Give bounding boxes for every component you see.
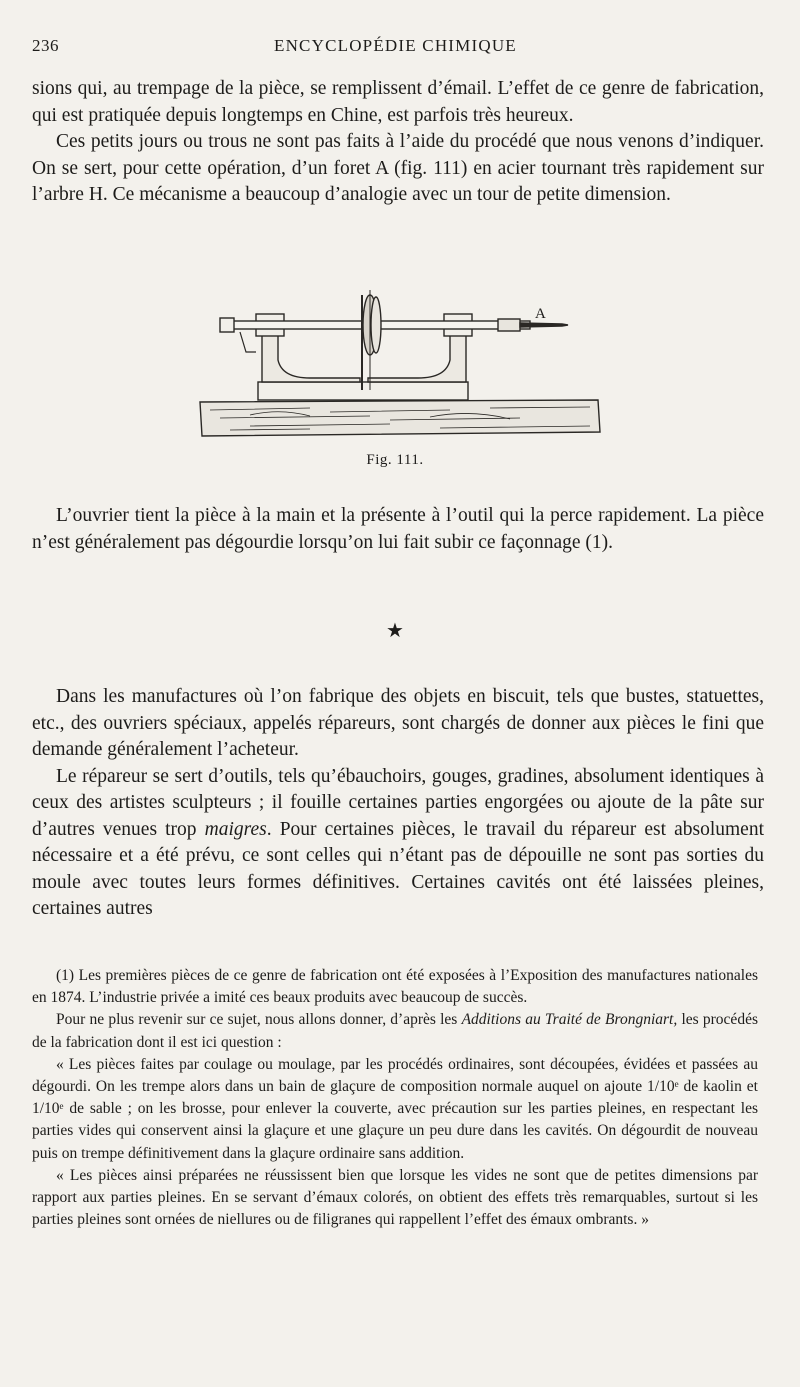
paragraph: L’ouvrier tient la pièce à la main et la présente à l’outil qui la perce rapidement. La pièce n’est généralement pas dégourdie lorsqu’on lui fait subir ce façonnage (1).: [32, 505, 764, 553]
lathe-illustration: [190, 290, 610, 440]
text-run: les procédés de la fabrication dont il est ici question :: [32, 1011, 758, 1051]
label-a: A: [535, 306, 546, 322]
text-run: Le répareur se sert d’outils, tels qu’ébauchoirs, gouges, gradines, absolument identiques à ceux des artistes sculpteurs ; il fouille certaines parties engorgées ou ajoute de la pâte sur d’autres venues trop: [32, 765, 764, 840]
footnote-1: (1) Les premières pièces de ce genre de fabrication ont été exposées à l’Exposition des manufactures nationales en 1874. L’industrie privée a imité ces beaux produits avec beaucoup de succès.: [32, 967, 758, 1007]
italic-reference: Additions au Traité de Brongniart,: [461, 1011, 678, 1029]
text-run: . Pour certaines pièces, le travail du répareur est absolument nécessaire et a été prévu, ce sont celles qui n’étant pas de dépouille ne sont pas sorties du moule avec toutes leurs formes définitives. Certaines cavités ont été laissées pleines, certaines autres: [32, 818, 764, 919]
chuck: [498, 319, 520, 331]
footnotes: [32, 965, 758, 1231]
text-block-1: [32, 76, 764, 209]
footnote-quote: « Les pièces ainsi préparées ne réussissent bien que lorsque les vides ne sont que de petites dimensions par rapport aux parties pleines. En se servant d’émaux colorés, on obtient des effets très remarquables, surtout si les parties pleines sont ornées de niellures ou de filigranes qui rappellent l’effet des émaux ombrants. »: [32, 1166, 758, 1229]
paragraph: [32, 764, 764, 923]
italic-word: maigres: [204, 818, 267, 840]
figure-lathe-drill: [190, 290, 610, 440]
running-title: ENCYCLOPÉDIE CHIMIQUE: [274, 36, 517, 55]
section-separator-star: ★: [386, 620, 404, 642]
text-block-3: [32, 684, 764, 923]
text-block-2: [32, 503, 764, 556]
drill-bit: [520, 323, 568, 327]
paragraph: sions qui, au trempage de la pièce, se remplissent d’émail. L’effet de ce genre de fabrication, qui est pratiquée depuis longtemps en Chine, est parfois très heureux.: [32, 78, 764, 126]
wood-base: [200, 400, 600, 436]
paragraph: Ces petits jours ou trous ne sont pas faits à l’aide du procédé que nous venons d’indiquer. On se sert, pour cette opération, d’un foret A (fig. 111) en acier tournant très rapidement sur l’arbre H. Ce mécanisme a beaucoup d’analogie avec un tour de petite dimension.: [32, 131, 764, 205]
page-number: 236: [32, 36, 59, 55]
figure-caption: Fig. 111.: [366, 452, 424, 468]
footnote-quote: « Les pièces faites par coulage ou moulage, par les procédés ordinaires, sont découpées, évidées et passées au dégourdi. On les trempe alors dans un bain de glaçure de composition normale auquel on ajoute 1/10ᵉ de kaolin et 1/10ᵉ de sable ; on les brosse, pour enlever la couverte, avec précaution sur les parties pleines, en respectant les parties vides qui conservent ainsi la glaçure et une glaçure un peu dure dans les cavités. On dégourdit de nouveau puis on trempe définitivement dans la glaçure ordinaire sans addition.: [32, 1055, 758, 1162]
text-run: Pour ne plus revenir sur ce sujet, nous allons donner, d’après les: [56, 1011, 462, 1029]
footnote-paragraph: [32, 1009, 758, 1053]
page-header: [32, 36, 762, 60]
paragraph: Dans les manufactures où l’on fabrique des objets en biscuit, tels que bustes, statuettes, etc., des ouvriers spéciaux, appelés répareurs, sont chargés de donner aux pièces le fini que demande généralement l’acheteur.: [32, 686, 764, 760]
